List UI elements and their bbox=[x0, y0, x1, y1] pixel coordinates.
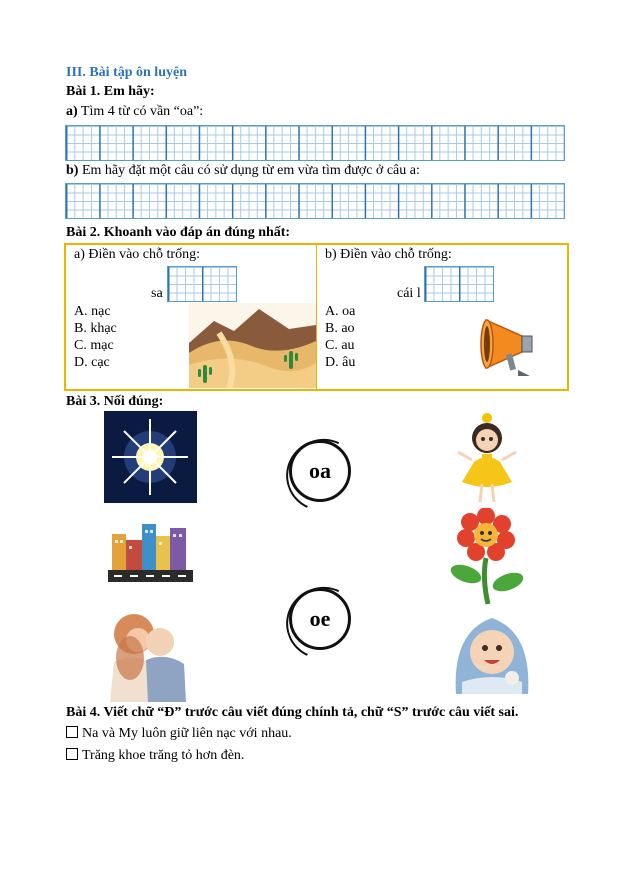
bai1-a-line bbox=[66, 104, 203, 120]
mother-child-image[interactable] bbox=[104, 612, 192, 702]
loudspeaker-image bbox=[478, 310, 544, 376]
bai4-item-2-text: Trăng khoe trăng tỏ hơn đèn. bbox=[82, 748, 245, 763]
baby-image[interactable] bbox=[452, 612, 532, 694]
bai2-a-option-b[interactable]: B. khạc bbox=[74, 321, 117, 336]
fill-grid-a[interactable] bbox=[167, 266, 237, 302]
bai3-title: Bài 3. Nối đúng: bbox=[66, 394, 164, 409]
bai2-b-option-a[interactable]: A. oa bbox=[325, 304, 356, 319]
desert-image bbox=[189, 303, 316, 388]
flower-image[interactable] bbox=[448, 508, 526, 606]
bai2-b-option-c[interactable]: C. au bbox=[325, 338, 355, 353]
bai4-title: Bài 4. Viết chữ “Đ” trước câu viết đúng chính tả, chữ “S” trước câu viết sai. bbox=[66, 705, 519, 720]
bai2-title: Bài 2. Khoanh vào đáp án đúng nhất: bbox=[66, 225, 291, 240]
bai1-a-text: Tìm 4 từ có vần “oa”: bbox=[80, 104, 204, 119]
star-image[interactable] bbox=[104, 411, 197, 503]
bai1-b-label: b) bbox=[66, 163, 79, 178]
bai2-divider bbox=[316, 245, 317, 389]
bai2-b-prefix: cái l bbox=[397, 286, 421, 301]
rhyme-circle-oa[interactable]: oa bbox=[289, 440, 351, 502]
bai4-item-1-text: Na và My luôn giữ liên nạc với nhau. bbox=[82, 726, 292, 741]
bai1-b-line bbox=[66, 163, 420, 179]
checkbox-item-1[interactable] bbox=[66, 726, 78, 738]
bai2-a-prefix: sa bbox=[151, 286, 163, 301]
bai2-b-option-d[interactable]: D. âu bbox=[325, 355, 356, 370]
writing-grid-b[interactable] bbox=[65, 183, 565, 219]
bai2-a-heading: a) Điền vào chỗ trống: bbox=[74, 247, 200, 262]
section-title: III. Bài tập ôn luyện bbox=[66, 65, 187, 80]
dancer-image[interactable] bbox=[452, 412, 522, 504]
checkbox-item-2[interactable] bbox=[66, 748, 78, 760]
bai2-b-option-b[interactable]: B. ao bbox=[325, 321, 355, 336]
bai1-title: Bài 1. Em hãy: bbox=[66, 84, 155, 99]
writing-grid-a[interactable] bbox=[65, 125, 565, 161]
bai1-b-text: Em hãy đặt một câu có sử dụng từ em vừa tìm được ở câu a: bbox=[81, 163, 420, 178]
bai1-a-label: a) bbox=[66, 104, 78, 119]
bai2-a-option-d[interactable]: D. cạc bbox=[74, 355, 110, 370]
bai2-b-heading: b) Điền vào chỗ trống: bbox=[325, 247, 452, 262]
rhyme-circle-oe[interactable]: oe bbox=[289, 588, 351, 650]
city-image[interactable] bbox=[108, 520, 193, 585]
bai4-item-2 bbox=[66, 748, 244, 764]
fill-grid-b[interactable] bbox=[424, 266, 494, 302]
bai2-a-option-a[interactable]: A. nạc bbox=[74, 304, 111, 319]
bai4-item-1 bbox=[66, 726, 292, 742]
bai2-a-option-c[interactable]: C. mạc bbox=[74, 338, 114, 353]
